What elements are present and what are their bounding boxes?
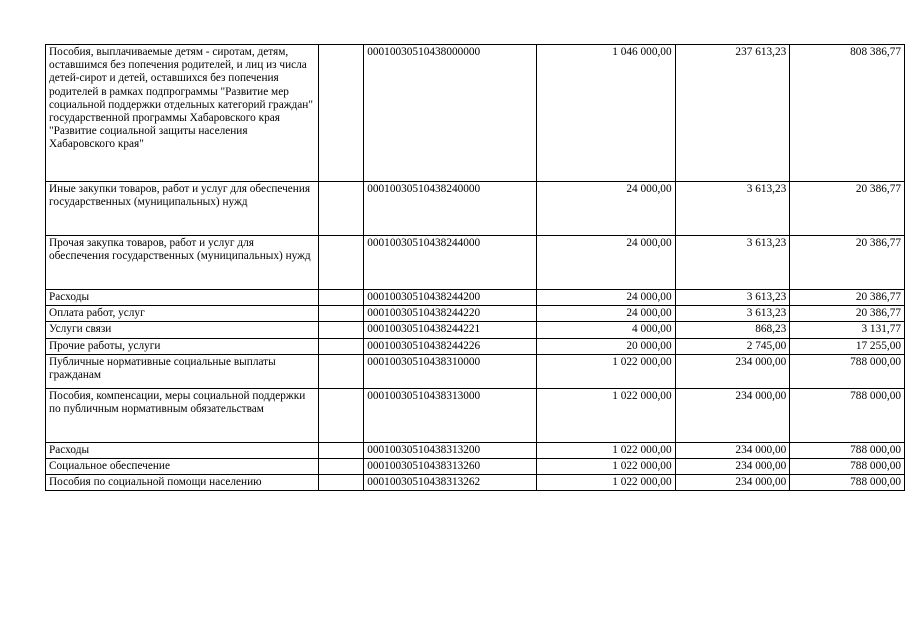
table-row bbox=[46, 236, 905, 290]
row-remaining: 17 255,00 bbox=[790, 338, 905, 354]
table-row bbox=[46, 182, 905, 236]
row-executed: 3 613,23 bbox=[675, 236, 790, 290]
row-name: Расходы bbox=[46, 290, 319, 306]
row-remaining: 20 386,77 bbox=[790, 236, 905, 290]
table-row bbox=[46, 290, 905, 306]
row-plan: 1 022 000,00 bbox=[537, 459, 675, 475]
row-remaining: 20 386,77 bbox=[790, 290, 905, 306]
row-name: Иные закупки товаров, работ и услуг для обеспечения государственных (муниципальных) нужд bbox=[46, 182, 319, 236]
row-remaining: 3 131,77 bbox=[790, 322, 905, 338]
table-row bbox=[46, 338, 905, 354]
row-remaining: 808 386,77 bbox=[790, 45, 905, 182]
row-plan: 24 000,00 bbox=[537, 236, 675, 290]
row-name: Услуги связи bbox=[46, 322, 319, 338]
row-remaining: 788 000,00 bbox=[790, 354, 905, 388]
row-executed: 234 000,00 bbox=[675, 354, 790, 388]
row-executed: 868,23 bbox=[675, 322, 790, 338]
row-code: 00010030510438244226 bbox=[364, 338, 537, 354]
row-plan: 1 022 000,00 bbox=[537, 354, 675, 388]
row-code: 00010030510438310000 bbox=[364, 354, 537, 388]
row-name: Оплата работ, услуг bbox=[46, 306, 319, 322]
row-plan: 1 022 000,00 bbox=[537, 475, 675, 491]
row-executed: 234 000,00 bbox=[675, 459, 790, 475]
row-empty-cell bbox=[318, 475, 363, 491]
table-row bbox=[46, 45, 905, 182]
row-plan: 24 000,00 bbox=[537, 182, 675, 236]
row-empty-cell bbox=[318, 354, 363, 388]
budget-execution-table bbox=[45, 44, 905, 491]
row-plan: 20 000,00 bbox=[537, 338, 675, 354]
row-empty-cell bbox=[318, 322, 363, 338]
row-plan: 1 046 000,00 bbox=[537, 45, 675, 182]
row-executed: 237 613,23 bbox=[675, 45, 790, 182]
row-executed: 234 000,00 bbox=[675, 442, 790, 458]
row-empty-cell bbox=[318, 306, 363, 322]
row-empty-cell bbox=[318, 45, 363, 182]
row-plan: 24 000,00 bbox=[537, 290, 675, 306]
row-plan: 24 000,00 bbox=[537, 306, 675, 322]
row-name: Расходы bbox=[46, 442, 319, 458]
row-executed: 3 613,23 bbox=[675, 290, 790, 306]
table-row bbox=[46, 388, 905, 442]
row-code: 00010030510438000000 bbox=[364, 45, 537, 182]
row-name: Прочие работы, услуги bbox=[46, 338, 319, 354]
row-remaining: 788 000,00 bbox=[790, 459, 905, 475]
row-remaining: 20 386,77 bbox=[790, 182, 905, 236]
table-row bbox=[46, 442, 905, 458]
row-code: 00010030510438313260 bbox=[364, 459, 537, 475]
row-executed: 2 745,00 bbox=[675, 338, 790, 354]
table-row bbox=[46, 354, 905, 388]
row-name: Пособия, выплачиваемые детям - сиротам, детям, оставшимся без попечения родителей, и лиц из числа детей-сирот и детей, оставшихся без попечения родителей в рамках подпрограммы "Развитие мер социальной поддержки отдельных категорий граждан" государственной программы Хабаровского края "Развитие социальной защиты населения Хабаровского края" bbox=[46, 45, 319, 182]
row-code: 00010030510438313262 bbox=[364, 475, 537, 491]
row-plan: 4 000,00 bbox=[537, 322, 675, 338]
row-remaining: 788 000,00 bbox=[790, 388, 905, 442]
row-name: Прочая закупка товаров, работ и услуг для обеспечения государственных (муниципальных) нужд bbox=[46, 236, 319, 290]
row-name: Публичные нормативные социальные выплаты гражданам bbox=[46, 354, 319, 388]
row-executed: 234 000,00 bbox=[675, 475, 790, 491]
row-name: Пособия по социальной помощи населению bbox=[46, 475, 319, 491]
row-executed: 3 613,23 bbox=[675, 182, 790, 236]
row-empty-cell bbox=[318, 182, 363, 236]
row-empty-cell bbox=[318, 442, 363, 458]
row-executed: 234 000,00 bbox=[675, 388, 790, 442]
row-code: 00010030510438244221 bbox=[364, 322, 537, 338]
row-code: 00010030510438313200 bbox=[364, 442, 537, 458]
row-empty-cell bbox=[318, 290, 363, 306]
row-remaining: 788 000,00 bbox=[790, 475, 905, 491]
row-remaining: 20 386,77 bbox=[790, 306, 905, 322]
table-row bbox=[46, 459, 905, 475]
row-executed: 3 613,23 bbox=[675, 306, 790, 322]
row-plan: 1 022 000,00 bbox=[537, 388, 675, 442]
row-plan: 1 022 000,00 bbox=[537, 442, 675, 458]
row-code: 00010030510438244000 bbox=[364, 236, 537, 290]
row-code: 00010030510438244200 bbox=[364, 290, 537, 306]
row-empty-cell bbox=[318, 459, 363, 475]
row-code: 00010030510438240000 bbox=[364, 182, 537, 236]
row-code: 00010030510438244220 bbox=[364, 306, 537, 322]
table-row bbox=[46, 306, 905, 322]
row-empty-cell bbox=[318, 236, 363, 290]
row-code: 00010030510438313000 bbox=[364, 388, 537, 442]
row-name: Социальное обеспечение bbox=[46, 459, 319, 475]
table-row bbox=[46, 475, 905, 491]
row-name: Пособия, компенсации, меры социальной поддержки по публичным нормативным обязательствам bbox=[46, 388, 319, 442]
row-empty-cell bbox=[318, 338, 363, 354]
table-row bbox=[46, 322, 905, 338]
row-remaining: 788 000,00 bbox=[790, 442, 905, 458]
row-empty-cell bbox=[318, 388, 363, 442]
